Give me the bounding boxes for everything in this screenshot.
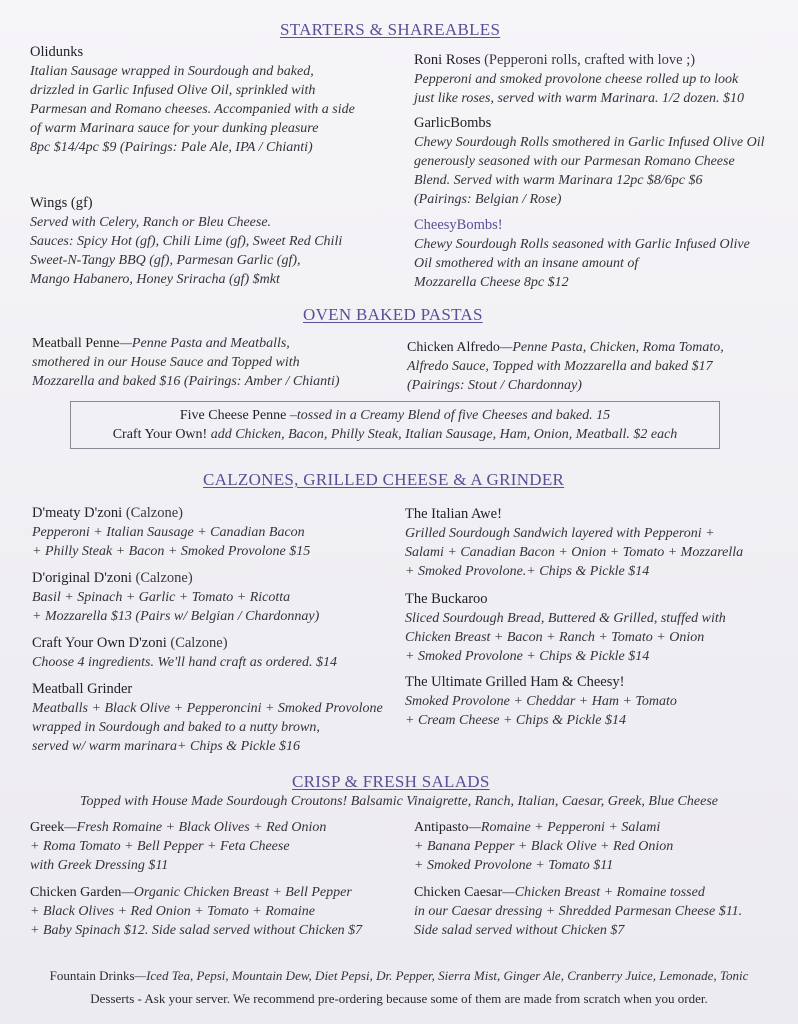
item-desc-line: Greek—Fresh Romaine + Black Olives + Red Onion bbox=[30, 820, 327, 835]
item-name: Meatball Grinder bbox=[32, 681, 133, 697]
pasta-specials-box bbox=[70, 401, 720, 449]
item-desc-line: (Pairings: Stout / Chardonnay) bbox=[407, 378, 582, 393]
desserts-line: Desserts - Ask your server. We recommend pre-ordering because some of them are made from scratch when you order. bbox=[90, 991, 708, 1006]
item-desc-line: of warm Marinara sauce for your dunking pleasure bbox=[30, 121, 319, 136]
item-desc-line: Sauces: Spicy Hot (gf), Chili Lime (gf), Sweet Red Chili bbox=[30, 234, 343, 249]
item-desc-line: Chewy Sourdough Rolls smothered in Garlic Infused Olive Oil bbox=[414, 135, 765, 150]
fountain-drinks-line: Fountain Drinks—Iced Tea, Pepsi, Mountain Dew, Diet Pepsi, Dr. Pepper, Sierra Mist, Ginger Ale, Cranberry Juice, Lemonade, Tonic bbox=[49, 968, 749, 983]
salads-subtitle: Topped with House Made Sourdough Croutons! Balsamic Vinaigrette, Ranch, Italian, Caesar, Greek, Blue Cheese bbox=[80, 794, 718, 809]
menu-item-garlic-bombs bbox=[414, 114, 794, 209]
item-desc-line: (Pairings: Belgian / Rose) bbox=[414, 192, 562, 207]
menu-item-doriginal-dzoni bbox=[32, 569, 402, 626]
item-desc-line: Meatball Penne—Penne Pasta and Meatballs, bbox=[32, 336, 290, 351]
menu-item-italian-awe bbox=[405, 505, 793, 581]
item-name: D'meaty D'zoni (Calzone) bbox=[32, 505, 183, 521]
item-desc-line: Blend. Served with warm Marinara 12pc $8/6pc $6 bbox=[414, 173, 703, 188]
item-desc-line: + Smoked Provolone.+ Chips & Pickle $14 bbox=[405, 564, 650, 579]
item-desc-line: served w/ warm marinara+ Chips & Pickle $16 bbox=[32, 739, 301, 754]
item-desc-line: + Smoked Provolone + Tomato $11 bbox=[414, 858, 614, 873]
item-desc-line: + Mozzarella $13 (Pairs w/ Belgian / Chardonnay) bbox=[32, 609, 320, 624]
menu-item-greek-salad bbox=[30, 818, 410, 875]
item-desc-line: + Baby Spinach $12. Side salad served without Chicken $7 bbox=[30, 923, 363, 938]
item-desc-line: + Smoked Provolone + Chips & Pickle $14 bbox=[405, 649, 650, 664]
item-name: The Ultimate Grilled Ham & Cheesy! bbox=[405, 674, 625, 690]
item-desc-line: Parmesan and Romano cheeses. Accompanied with a side bbox=[30, 102, 355, 117]
menu-item-chicken-garden-salad bbox=[30, 883, 412, 940]
five-cheese-penne-line: Five Cheese Penne –tossed in a Creamy Blend of five Cheeses and baked. 15 bbox=[179, 408, 611, 423]
item-desc-line: Pepperoni and smoked provolone cheese rolled up to look bbox=[414, 72, 739, 87]
menu-item-wings bbox=[30, 194, 400, 289]
item-name: The Italian Awe! bbox=[405, 506, 502, 522]
menu-item-roni-roses bbox=[414, 51, 794, 108]
menu-item-antipasto-salad bbox=[414, 818, 794, 875]
item-desc-line: Chewy Sourdough Rolls seasoned with Garlic Infused Olive bbox=[414, 237, 750, 252]
item-name: D'original D'zoni (Calzone) bbox=[32, 570, 193, 586]
menu-item-craft-dzoni bbox=[32, 634, 402, 672]
item-desc-line: Salami + Canadian Bacon + Onion + Tomato + Mozzarella bbox=[405, 545, 744, 560]
item-desc-line: with Greek Dressing $11 bbox=[30, 858, 169, 873]
item-desc-line: + Banana Pepper + Black Olive + Red Onion bbox=[414, 839, 674, 854]
item-desc-line: Mozzarella Cheese 8pc $12 bbox=[414, 275, 569, 290]
item-desc-line: Chicken Garden—Organic Chicken Breast + Bell Pepper bbox=[30, 885, 352, 900]
item-desc-line: Choose 4 ingredients. We'll hand craft as ordered. $14 bbox=[32, 655, 338, 670]
item-desc-line: Sliced Sourdough Bread, Buttered & Grilled, stuffed with bbox=[405, 611, 726, 626]
menu-item-meatball-penne bbox=[32, 334, 402, 391]
item-desc-line: Mango Habanero, Honey Sriracha (gf) $mkt bbox=[30, 272, 280, 287]
menu-item-dmeaty-dzoni bbox=[32, 504, 402, 561]
menu-item-buckaroo bbox=[405, 590, 793, 666]
menu-item-cheesy-bombs bbox=[414, 216, 794, 292]
item-desc-line: drizzled in Garlic Infused Olive Oil, sprinkled with bbox=[30, 83, 316, 98]
item-desc-line: Italian Sausage wrapped in Sourdough and baked, bbox=[30, 64, 314, 79]
item-name: GarlicBombs bbox=[414, 115, 492, 131]
item-desc-line: + Cream Cheese + Chips & Pickle $14 bbox=[405, 713, 626, 728]
item-desc-line: Chicken Caesar—Chicken Breast + Romaine tossed bbox=[414, 885, 705, 900]
item-desc-line: Antipasto—Romaine + Pepperoni + Salami bbox=[414, 820, 661, 835]
section-title-calzones: CALZONES, GRILLED CHEESE & A GRINDER bbox=[203, 470, 565, 489]
item-desc-line: Smoked Provolone + Cheddar + Ham + Tomato bbox=[405, 694, 677, 709]
item-name: The Buckaroo bbox=[405, 591, 488, 607]
item-name: Olidunks bbox=[30, 44, 84, 60]
menu-item-olidunks bbox=[30, 43, 400, 157]
menu-item-meatball-grinder bbox=[32, 680, 407, 756]
item-desc-line: 8pc $14/4pc $9 (Pairings: Pale Ale, IPA / Chianti) bbox=[30, 140, 313, 155]
item-desc-line: Grilled Sourdough Sandwich layered with Pepperoni + bbox=[405, 526, 715, 541]
item-desc-line: Mozzarella and baked $16 (Pairings: Amber / Chianti) bbox=[32, 374, 340, 389]
section-title-pastas: OVEN BAKED PASTAS bbox=[303, 305, 483, 324]
item-desc-line: Oil smothered with an insane amount of bbox=[414, 256, 639, 271]
item-desc-line: Meatballs + Black Olive + Pepperoncini + Smoked Provolone bbox=[32, 701, 383, 716]
item-desc-line: Basil + Spinach + Garlic + Tomato + Ricotta bbox=[32, 590, 291, 605]
item-desc-line: in our Caesar dressing + Shredded Parmesan Cheese $11. bbox=[414, 904, 743, 919]
menu-item-ultimate-ham-cheesy bbox=[405, 673, 793, 730]
item-name: CheesyBombs! bbox=[414, 217, 503, 233]
item-name: Roni Roses (Pepperoni rolls, crafted with love ;) bbox=[414, 52, 696, 68]
item-desc-line: wrapped in Sourdough and baked to a nutty brown, bbox=[32, 720, 320, 735]
item-desc-line: + Black Olives + Red Onion + Tomato + Romaine bbox=[30, 904, 315, 919]
menu-item-chicken-caesar-salad bbox=[414, 883, 794, 940]
section-title-salads: CRISP & FRESH SALADS bbox=[292, 772, 490, 791]
item-desc-line: generously seasoned with our Parmesan Romano Cheese bbox=[414, 154, 735, 169]
craft-your-own-line: Craft Your Own! add Chicken, Bacon, Philly Steak, Italian Sausage, Ham, Onion, Meatball. $2 each bbox=[112, 427, 678, 442]
item-desc-line: Served with Celery, Ranch or Bleu Cheese. bbox=[30, 215, 272, 230]
item-desc-line: smothered in our House Sauce and Topped with bbox=[32, 355, 300, 370]
item-desc-line: Chicken Breast + Bacon + Ranch + Tomato + Onion bbox=[405, 630, 705, 645]
item-desc-line: Alfredo Sauce, Topped with Mozzarella and baked $17 bbox=[407, 359, 713, 374]
item-name: Wings (gf) bbox=[30, 195, 93, 211]
menu-item-chicken-alfredo bbox=[407, 338, 792, 395]
item-desc-line: Pepperoni + Italian Sausage + Canadian Bacon bbox=[32, 525, 305, 540]
item-name: Craft Your Own D'zoni (Calzone) bbox=[32, 635, 228, 651]
item-desc-line: Side salad served without Chicken $7 bbox=[414, 923, 625, 938]
item-desc-line: Sweet-N-Tangy BBQ (gf), Parmesan Garlic (gf), bbox=[30, 253, 301, 268]
item-desc-line: Chicken Alfredo—Penne Pasta, Chicken, Roma Tomato, bbox=[407, 340, 724, 355]
item-desc-line: just like roses, served with warm Marinara. 1/2 dozen. $10 bbox=[414, 91, 745, 106]
item-desc-line: + Philly Steak + Bacon + Smoked Provolone $15 bbox=[32, 544, 311, 559]
section-title-starters: STARTERS & SHAREABLES bbox=[280, 20, 501, 39]
item-desc-line: + Roma Tomato + Bell Pepper + Feta Cheese bbox=[30, 839, 290, 854]
